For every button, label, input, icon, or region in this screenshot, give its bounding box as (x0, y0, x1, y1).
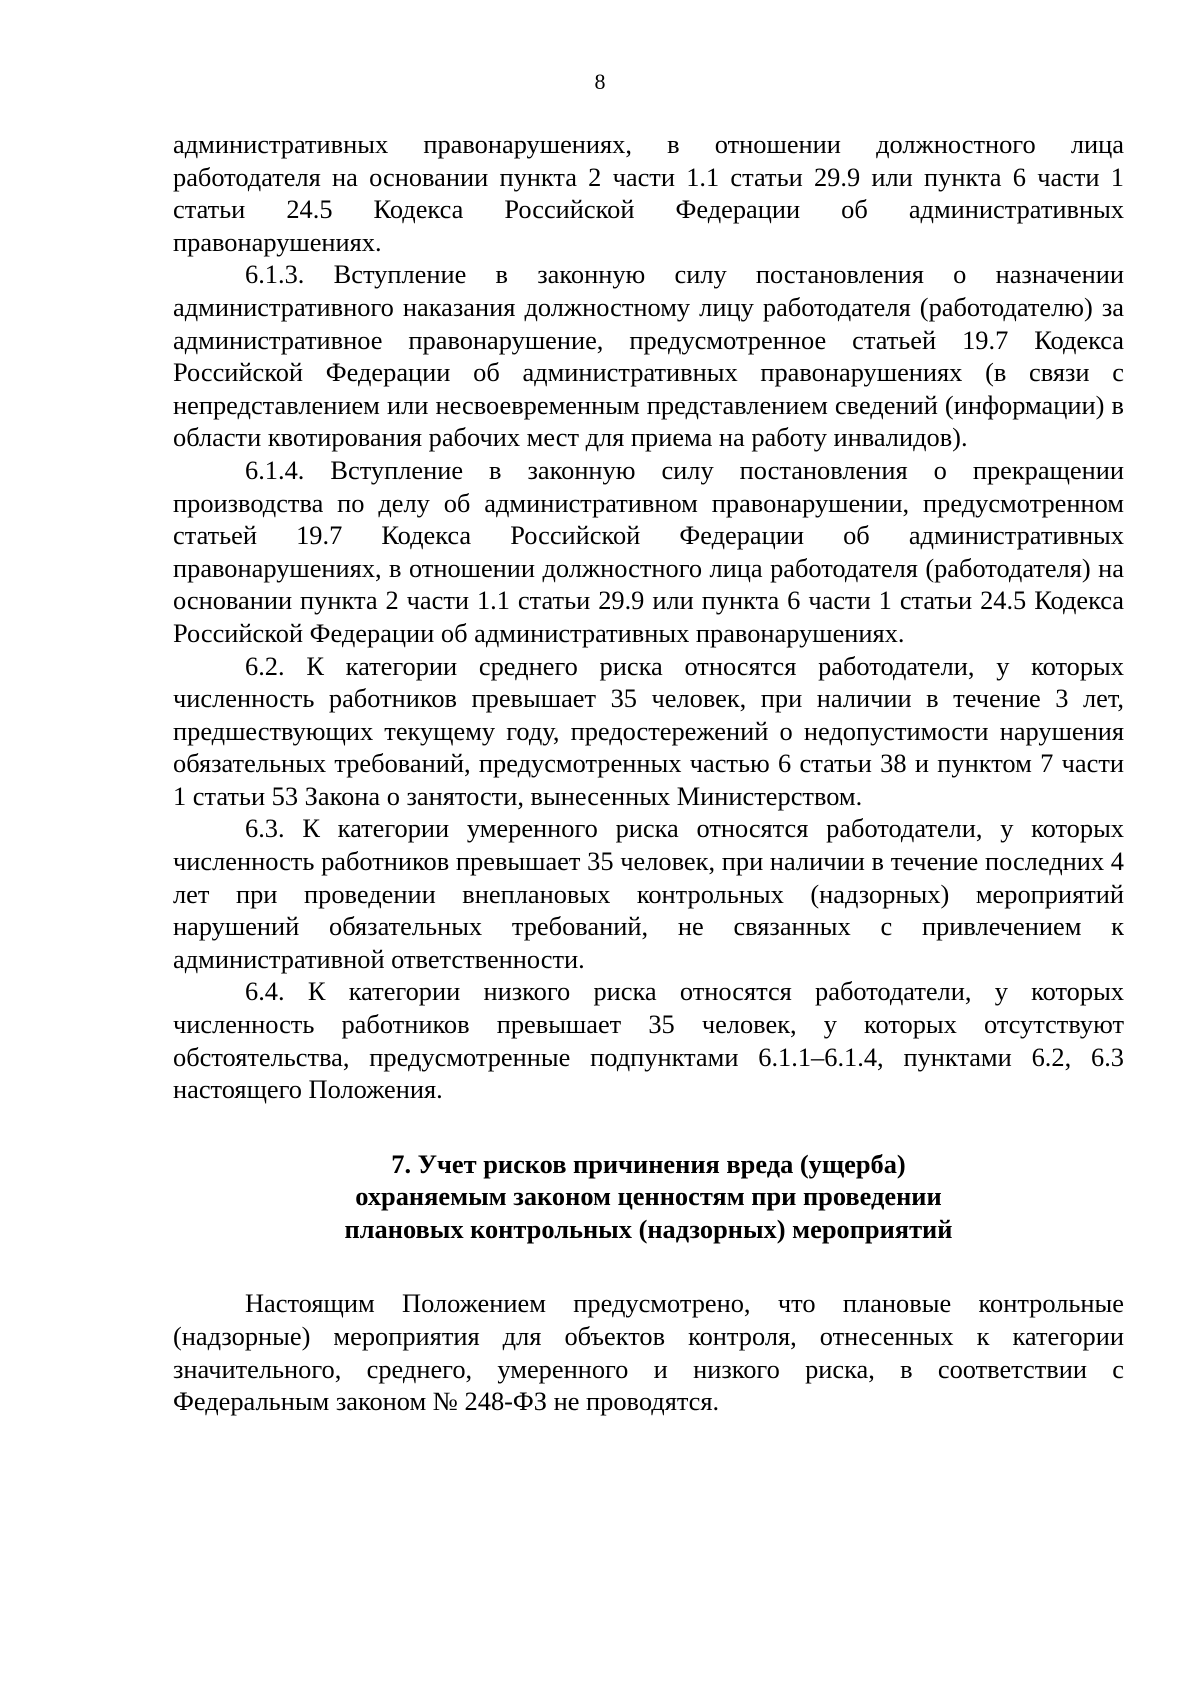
paragraph-6-3: 6.3. К категории умеренного риска относятся работодатели, у которых численность работников превышает 35 человек, при наличии в течение последних 4 лет при проведении внеплановых контрольных (надзорных) мероприятий нарушений обязательных требований, не связанных с привлечением к административной ответственности. (173, 813, 1124, 974)
section-7-body: Настоящим Положением предусмотрено, что плановые контрольные (надзорные) мероприятия для объектов контроля, отнесенных к категории значительного, среднего, умеренного и низкого риска, в соответствии с Федеральным законом № 248-ФЗ не проводятся. (173, 1288, 1124, 1417)
page-number: 8 (594, 69, 606, 94)
paragraph-6-1-3: 6.1.3. Вступление в законную силу постановления о назначении административного наказания должностному лицу работодателя (работодателю) за административное правонарушение, предусмотренное статьей 19.7 Кодекса Российской Федерации об административных правонарушениях (в связи с непредставлением или несвоевременным представлением сведений (информации) в области квотирования рабочих мест для приема на работу инвалидов). (173, 259, 1124, 453)
paragraph-6-2: 6.2. К категории среднего риска относятся работодатели, у которых численность работников превышает 35 человек, при наличии в течение 3 лет, предшествующих текущему году, предостережений о недопустимости нарушения обязательных требований, предусмотренных частью 6 статьи 38 и пунктом 7 части 1 статьи 53 Закона о занятости, вынесенных Министерством. (173, 650, 1124, 811)
section-7-heading (173, 1148, 1124, 1246)
section-7-heading-line-3: плановых контрольных (надзорных) мероприятий (344, 1213, 953, 1244)
section-7-heading-line-2: охраняемым законом ценностям при проведении (355, 1181, 942, 1212)
document-body (173, 128, 1124, 1418)
section-7-heading-line-1: 7. Учет рисков причинения вреда (ущерба) (391, 1148, 906, 1179)
paragraph-continuation: административных правонарушениях, в отношении должностного лица работодателя на основании пункта 2 части 1.1 статьи 29.9 или пункта 6 части 1 статьи 24.5 Кодекса Российской Федерации об административных правонарушениях. (173, 129, 1124, 257)
paragraph-6-4: 6.4. К категории низкого риска относятся работодатели, у которых численность работников превышает 35 человек, у которых отсутствуют обстоятельства, предусмотренные подпунктами 6.1.1–6.1.4, пунктами 6.2, 6.3 настоящего Положения. (173, 976, 1124, 1105)
paragraph-6-1-4: 6.1.4. Вступление в законную силу постановления о прекращении производства по делу об административном правонарушении, предусмотренном статьей 19.7 Кодекса Российской Федерации об административных правонарушениях, в отношении должностного лица работодателя (работодателя) на основании пункта 2 части 1.1 статьи 29.9 или пункта 6 части 1 статьи 24.5 Кодекса Российской Федерации об административных правонарушениях. (173, 454, 1124, 648)
